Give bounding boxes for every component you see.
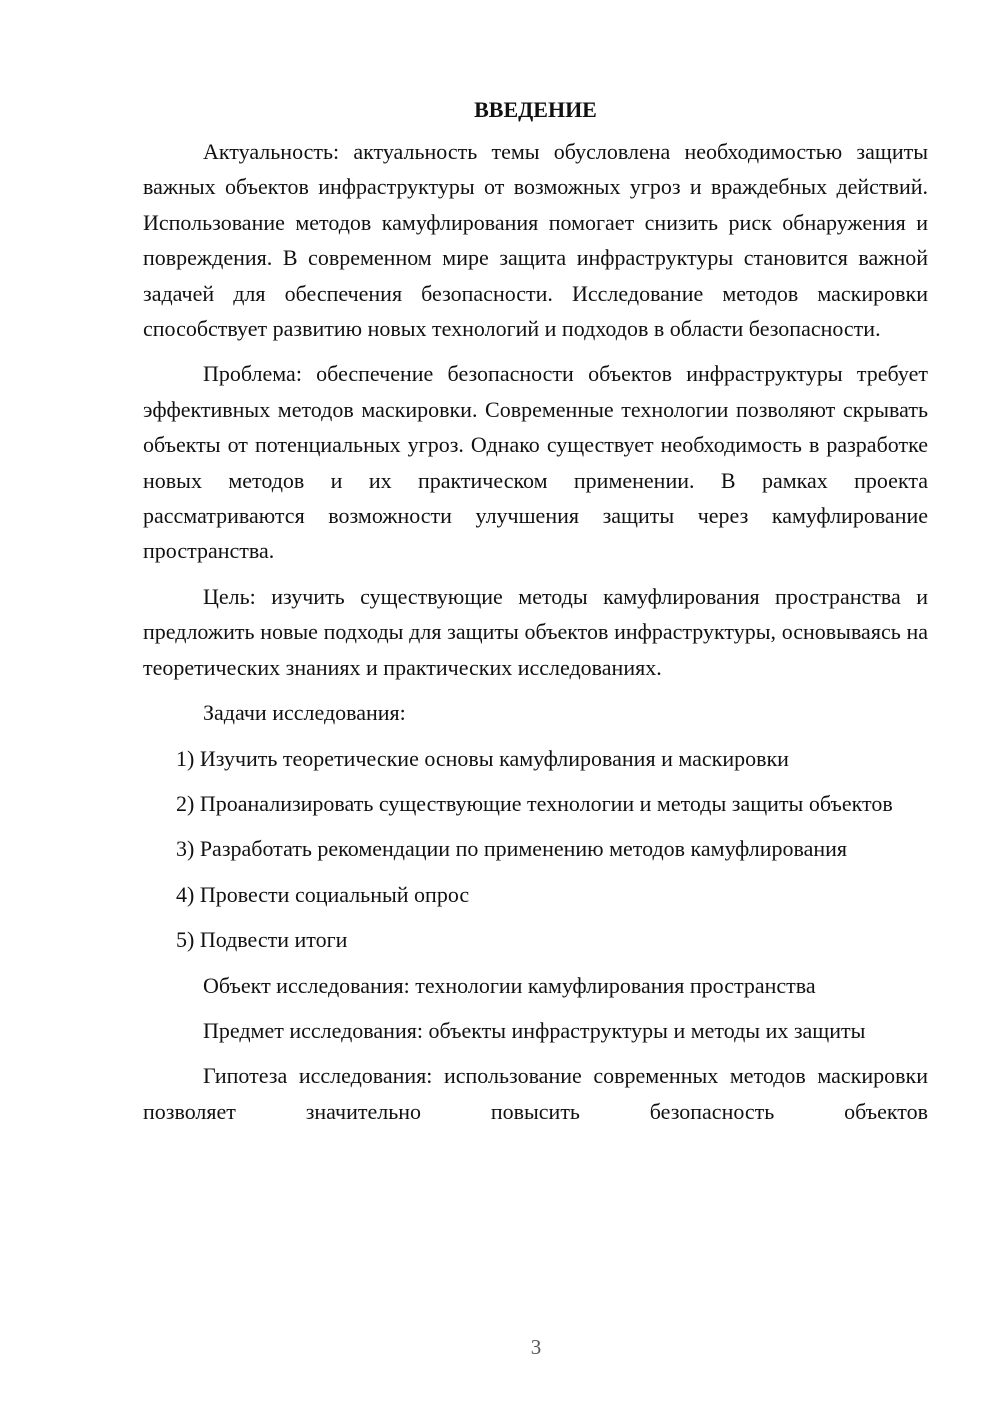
task-item-2: 2) Проанализировать существующие технологии и методы защиты объектов	[176, 790, 893, 816]
page-title: ВВЕДЕНИЕ	[474, 97, 597, 122]
hypothesis-paragraph: Гипотеза исследования: использование современных методов маскировки позволяет значительно повысить безопасность объектов	[143, 1063, 928, 1124]
task-item-4: 4) Провести социальный опрос	[176, 881, 470, 907]
subject-paragraph: Предмет исследования: объекты инфраструктуры и методы их защиты	[203, 1017, 866, 1043]
page-number: 3	[530, 1335, 542, 1359]
task-item-1: 1) Изучить теоретические основы камуфлирования и маскировки	[176, 745, 789, 771]
task-item-5: 5) Подвести итоги	[176, 927, 348, 953]
object-paragraph: Объект исследования: технологии камуфлирования пространства	[203, 972, 816, 998]
task-item-3: 3) Разработать рекомендации по применению методов камуфлирования	[176, 836, 848, 862]
relevance-paragraph: Актуальность: актуальность темы обусловлена необходимостью защиты важных объектов инфраструктуры от возможных угроз и враждебных действий. Использование методов камуфлирования помогает снизить риск обнаружения и повреждения. В современном мире защита инфраструктуры становится важной задачей для обеспечения безопасности. Исследование методов маскировки способствует развитию новых технологий и подходов в области безопасности.	[143, 139, 928, 342]
problem-paragraph: Проблема: обеспечение безопасности объектов инфраструктуры требует эффективных методов маскировки. Современные технологии позволяют скрывать объекты от потенциальных угроз. Однако существует необходимость в разработке новых методов и их практическом применении. В рамках проекта рассматриваются возможности улучшения защиты через камуфлирование пространства.	[143, 361, 928, 564]
tasks-heading: Задачи исследования:	[203, 700, 406, 726]
page-content	[143, 96, 928, 1139]
goal-paragraph: Цель: изучить существующие методы камуфлирования пространства и предложить новые подходы для защиты объектов инфраструктуры, основываясь на теоретических знаниях и практических исследованиях.	[143, 583, 928, 680]
